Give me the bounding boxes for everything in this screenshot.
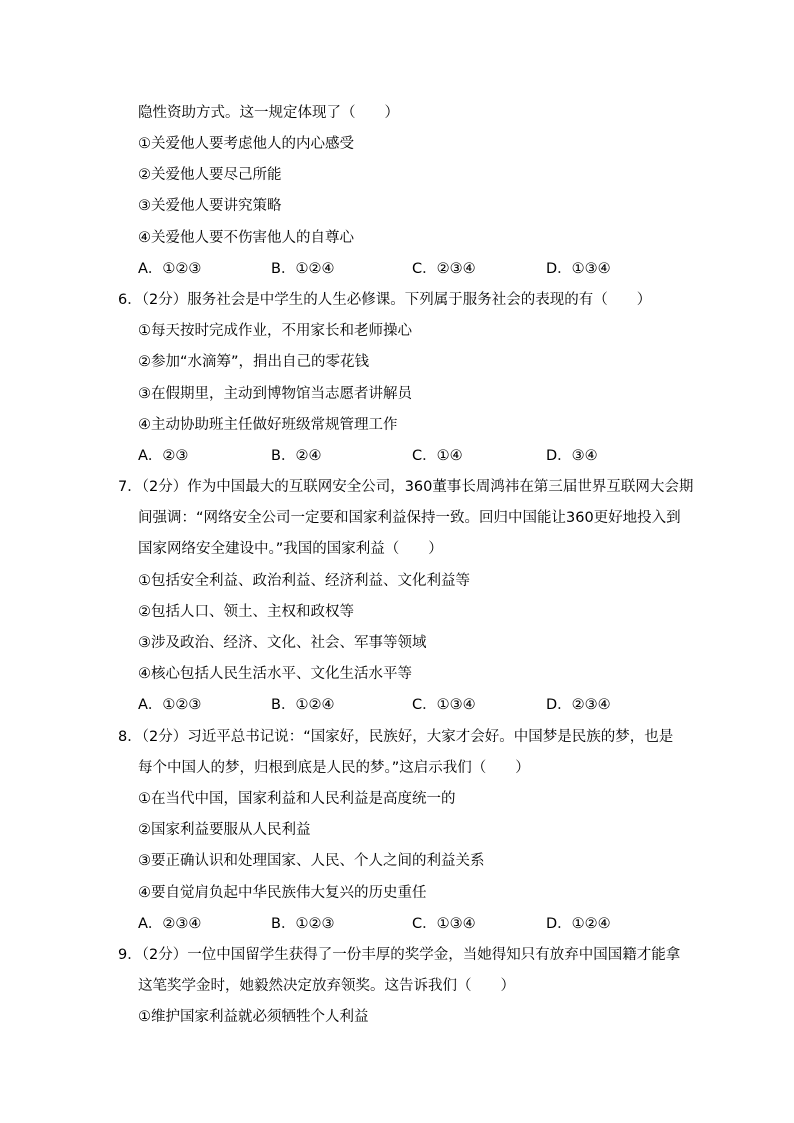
q8-item-2: ②国家利益要服从人民利益 (138, 822, 311, 838)
q8-option-b[interactable]: B．①②③ (271, 916, 335, 932)
q8-option-c[interactable]: C．①③④ (412, 916, 476, 932)
q8-item-3: ③要正确认识和处理国家、人民、个人之间的利益关系 (138, 853, 485, 869)
q5-option-a[interactable]: A．①②③ (138, 261, 202, 277)
q9-stem-line-1: 9．（2分）一位中国留学生获得了一份丰厚的奖学金，当她得知只有放弃中国国籍才能拿 (118, 947, 681, 963)
q7-item-3: ③涉及政治、经济、文化、社会、军事等领域 (138, 635, 427, 651)
q6-item-4: ④主动协助班主任做好班级常规管理工作 (138, 417, 398, 433)
q5-item-2: ②关爱他人要尽己所能 (138, 167, 282, 183)
q8-item-1: ①在当代中国，国家利益和人民利益是高度统一的 (138, 791, 456, 807)
q8-item-4: ④要自觉肩负起中华民族伟大复兴的历史重任 (138, 885, 427, 901)
q8-option-a[interactable]: A．②③④ (138, 916, 202, 932)
q6-option-a[interactable]: A．②③ (138, 448, 189, 464)
q5-option-b[interactable]: B．①②④ (271, 261, 335, 277)
q8-stem-line-2: 每个中国人的梦，归根到底是人民的梦。”这启示我们（ ） (138, 760, 530, 776)
q5-option-c[interactable]: C．②③④ (412, 261, 476, 277)
q6-item-1: ①每天按时完成作业，不用家长和老师操心 (138, 323, 412, 339)
q7-item-2: ②包括人口、领土、主权和政权等 (138, 604, 354, 620)
q6-stem: 6．（2分）服务社会是中学生的人生必修课。下列属于服务社会的表现的有（ ） (118, 292, 652, 308)
q7-stem-line-1: 7．（2分）作为中国最大的互联网安全公司，360董事长周鸿祎在第三届世界互联网大会期 (118, 479, 694, 495)
q5-option-d[interactable]: D．①③④ (546, 261, 611, 277)
q7-stem-line-3: 国家网络安全建设中。”我国的国家利益（ ） (138, 541, 443, 557)
q7-option-a[interactable]: A．①②③ (138, 697, 202, 713)
q5-stem-continuation: 隐性资助方式。这一规定体现了（ ） (138, 105, 399, 121)
q5-item-1: ①关爱他人要考虑他人的内心感受 (138, 136, 354, 152)
q9-stem-line-2: 这笔奖学金时，她毅然决定放弃领奖。这告诉我们（ ） (138, 978, 515, 994)
q6-item-2: ②参加“水滴筹”，捐出自己的零花钱 (138, 354, 370, 370)
q7-item-4: ④核心包括人民生活水平、文化生活水平等 (138, 666, 412, 682)
q7-option-c[interactable]: C．①③④ (412, 697, 476, 713)
q7-item-1: ①包括安全利益、政治利益、经济利益、文化利益等 (138, 573, 470, 589)
q6-option-b[interactable]: B．②④ (271, 448, 322, 464)
q7-stem-line-2: 间强调：“网络安全公司一定要和国家利益保持一致。回归中国能让360更好地投入到 (138, 510, 681, 526)
q6-option-c[interactable]: C．①④ (412, 448, 463, 464)
q8-stem-line-1: 8．（2分）习近平总书记说：“国家好，民族好，大家才会好。中国梦是民族的梦，也是 (118, 729, 674, 745)
q5-item-4: ④关爱他人要不伤害他人的自尊心 (138, 230, 354, 246)
q9-item-1: ①维护国家利益就必须牺牲个人利益 (138, 1009, 369, 1025)
q7-option-d[interactable]: D．②③④ (546, 697, 611, 713)
q6-item-3: ③在假期里，主动到博物馆当志愿者讲解员 (138, 386, 412, 402)
q6-option-d[interactable]: D．③④ (546, 448, 598, 464)
q7-option-b[interactable]: B．①②④ (271, 697, 335, 713)
q8-option-d[interactable]: D．①②④ (546, 916, 611, 932)
q5-item-3: ③关爱他人要讲究策略 (138, 198, 282, 214)
